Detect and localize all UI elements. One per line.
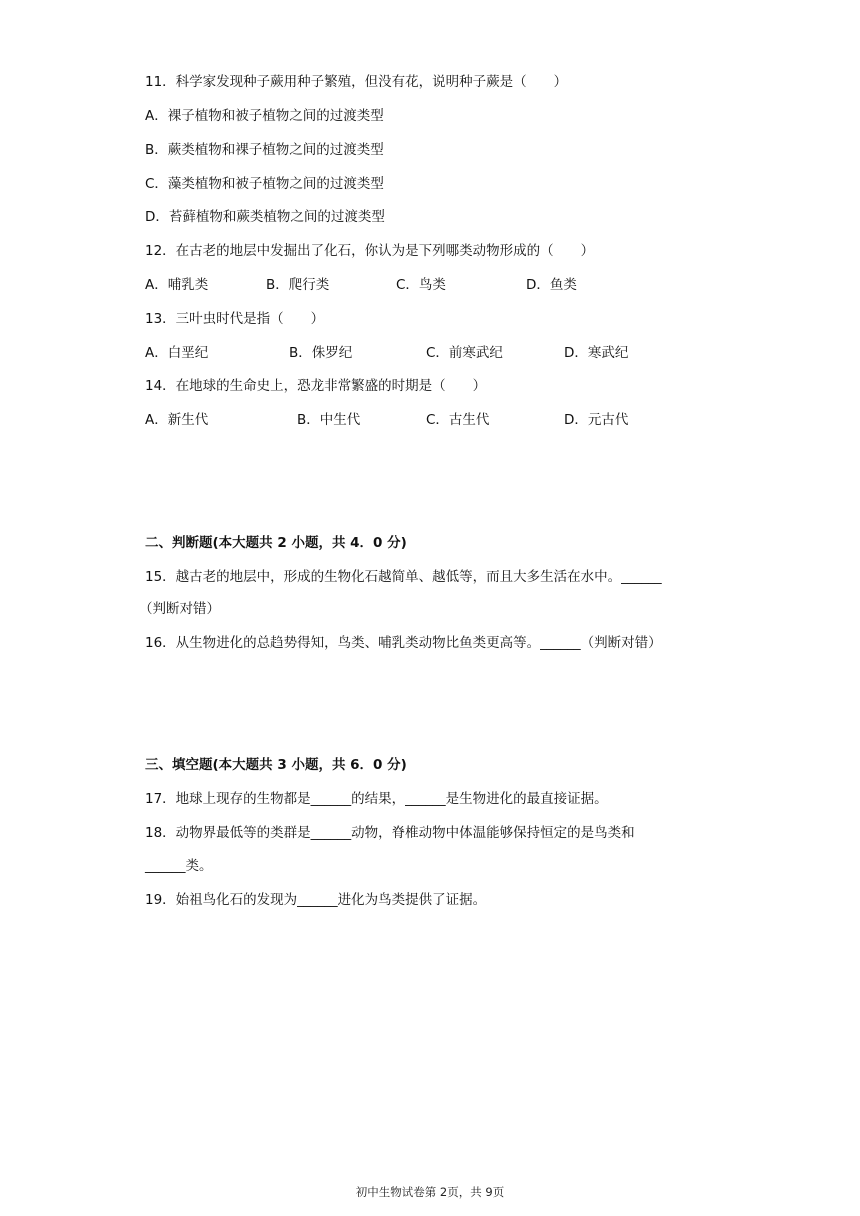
question-13-option-a: A．白垩纪 [145, 345, 209, 361]
question-17: 17．地球上现存的生物都是______的结果，______是生物进化的最直接证据。 [145, 791, 608, 807]
question-18-line-1: 18．动物界最低等的类群是______动物，脊椎动物中体温能够保持恒定的是鸟类和 [145, 825, 635, 841]
question-11-option-a: A．裸子植物和被子植物之间的过渡类型 [145, 108, 384, 124]
question-15-line-2: （判断对错） [139, 601, 220, 617]
question-12-option-b: B．爬行类 [266, 277, 330, 293]
question-12-option-a: A．哺乳类 [145, 277, 209, 293]
question-19: 19．始祖鸟化石的发现为______进化为鸟类提供了证据。 [145, 892, 487, 908]
question-11-stem: 11．科学家发现种子蕨用种子繁殖，但没有花，说明种子蕨是（ ） [145, 74, 568, 90]
question-13-option-c: C．前寒武纪 [426, 345, 503, 361]
question-14-option-c: C．古生代 [426, 412, 490, 428]
question-14-stem: 14．在地球的生命史上，恐龙非常繁盛的时期是（ ） [145, 378, 487, 394]
question-11-option-d: D．苔藓植物和蕨类植物之间的过渡类型 [145, 209, 385, 225]
question-16: 16．从生物进化的总趋势得知，鸟类、哺乳类动物比鱼类更高等。______（判断对错） [145, 635, 662, 651]
question-15-line-1: 15．越古老的地层中，形成的生物化石越简单、越低等，而且大多生活在水中。______ [145, 569, 662, 585]
question-13-option-d: D．寒武纪 [564, 345, 629, 361]
page-footer: 初中生物试卷第 2页，共 9页 [355, 1185, 505, 1199]
question-12-option-c: C．鸟类 [396, 277, 446, 293]
question-18-line-2: ______类。 [145, 858, 213, 874]
section-3-heading: 三、填空题(本大题共 3 小题，共 6．0 分) [145, 757, 407, 773]
question-13-stem: 13．三叶虫时代是指（ ） [145, 311, 325, 327]
question-14-option-d: D．元古代 [564, 412, 629, 428]
question-11-option-c: C．藻类植物和被子植物之间的过渡类型 [145, 176, 384, 192]
question-11-option-b: B．蕨类植物和裸子植物之间的过渡类型 [145, 142, 384, 158]
question-13-option-b: B．侏罗纪 [289, 345, 353, 361]
question-14-option-b: B．中生代 [297, 412, 361, 428]
question-12-option-d: D．鱼类 [526, 277, 577, 293]
section-2-heading: 二、判断题(本大题共 2 小题，共 4．0 分) [145, 535, 407, 551]
question-12-stem: 12．在古老的地层中发掘出了化石，你认为是下列哪类动物形成的（ ） [145, 243, 595, 259]
question-14-option-a: A．新生代 [145, 412, 209, 428]
